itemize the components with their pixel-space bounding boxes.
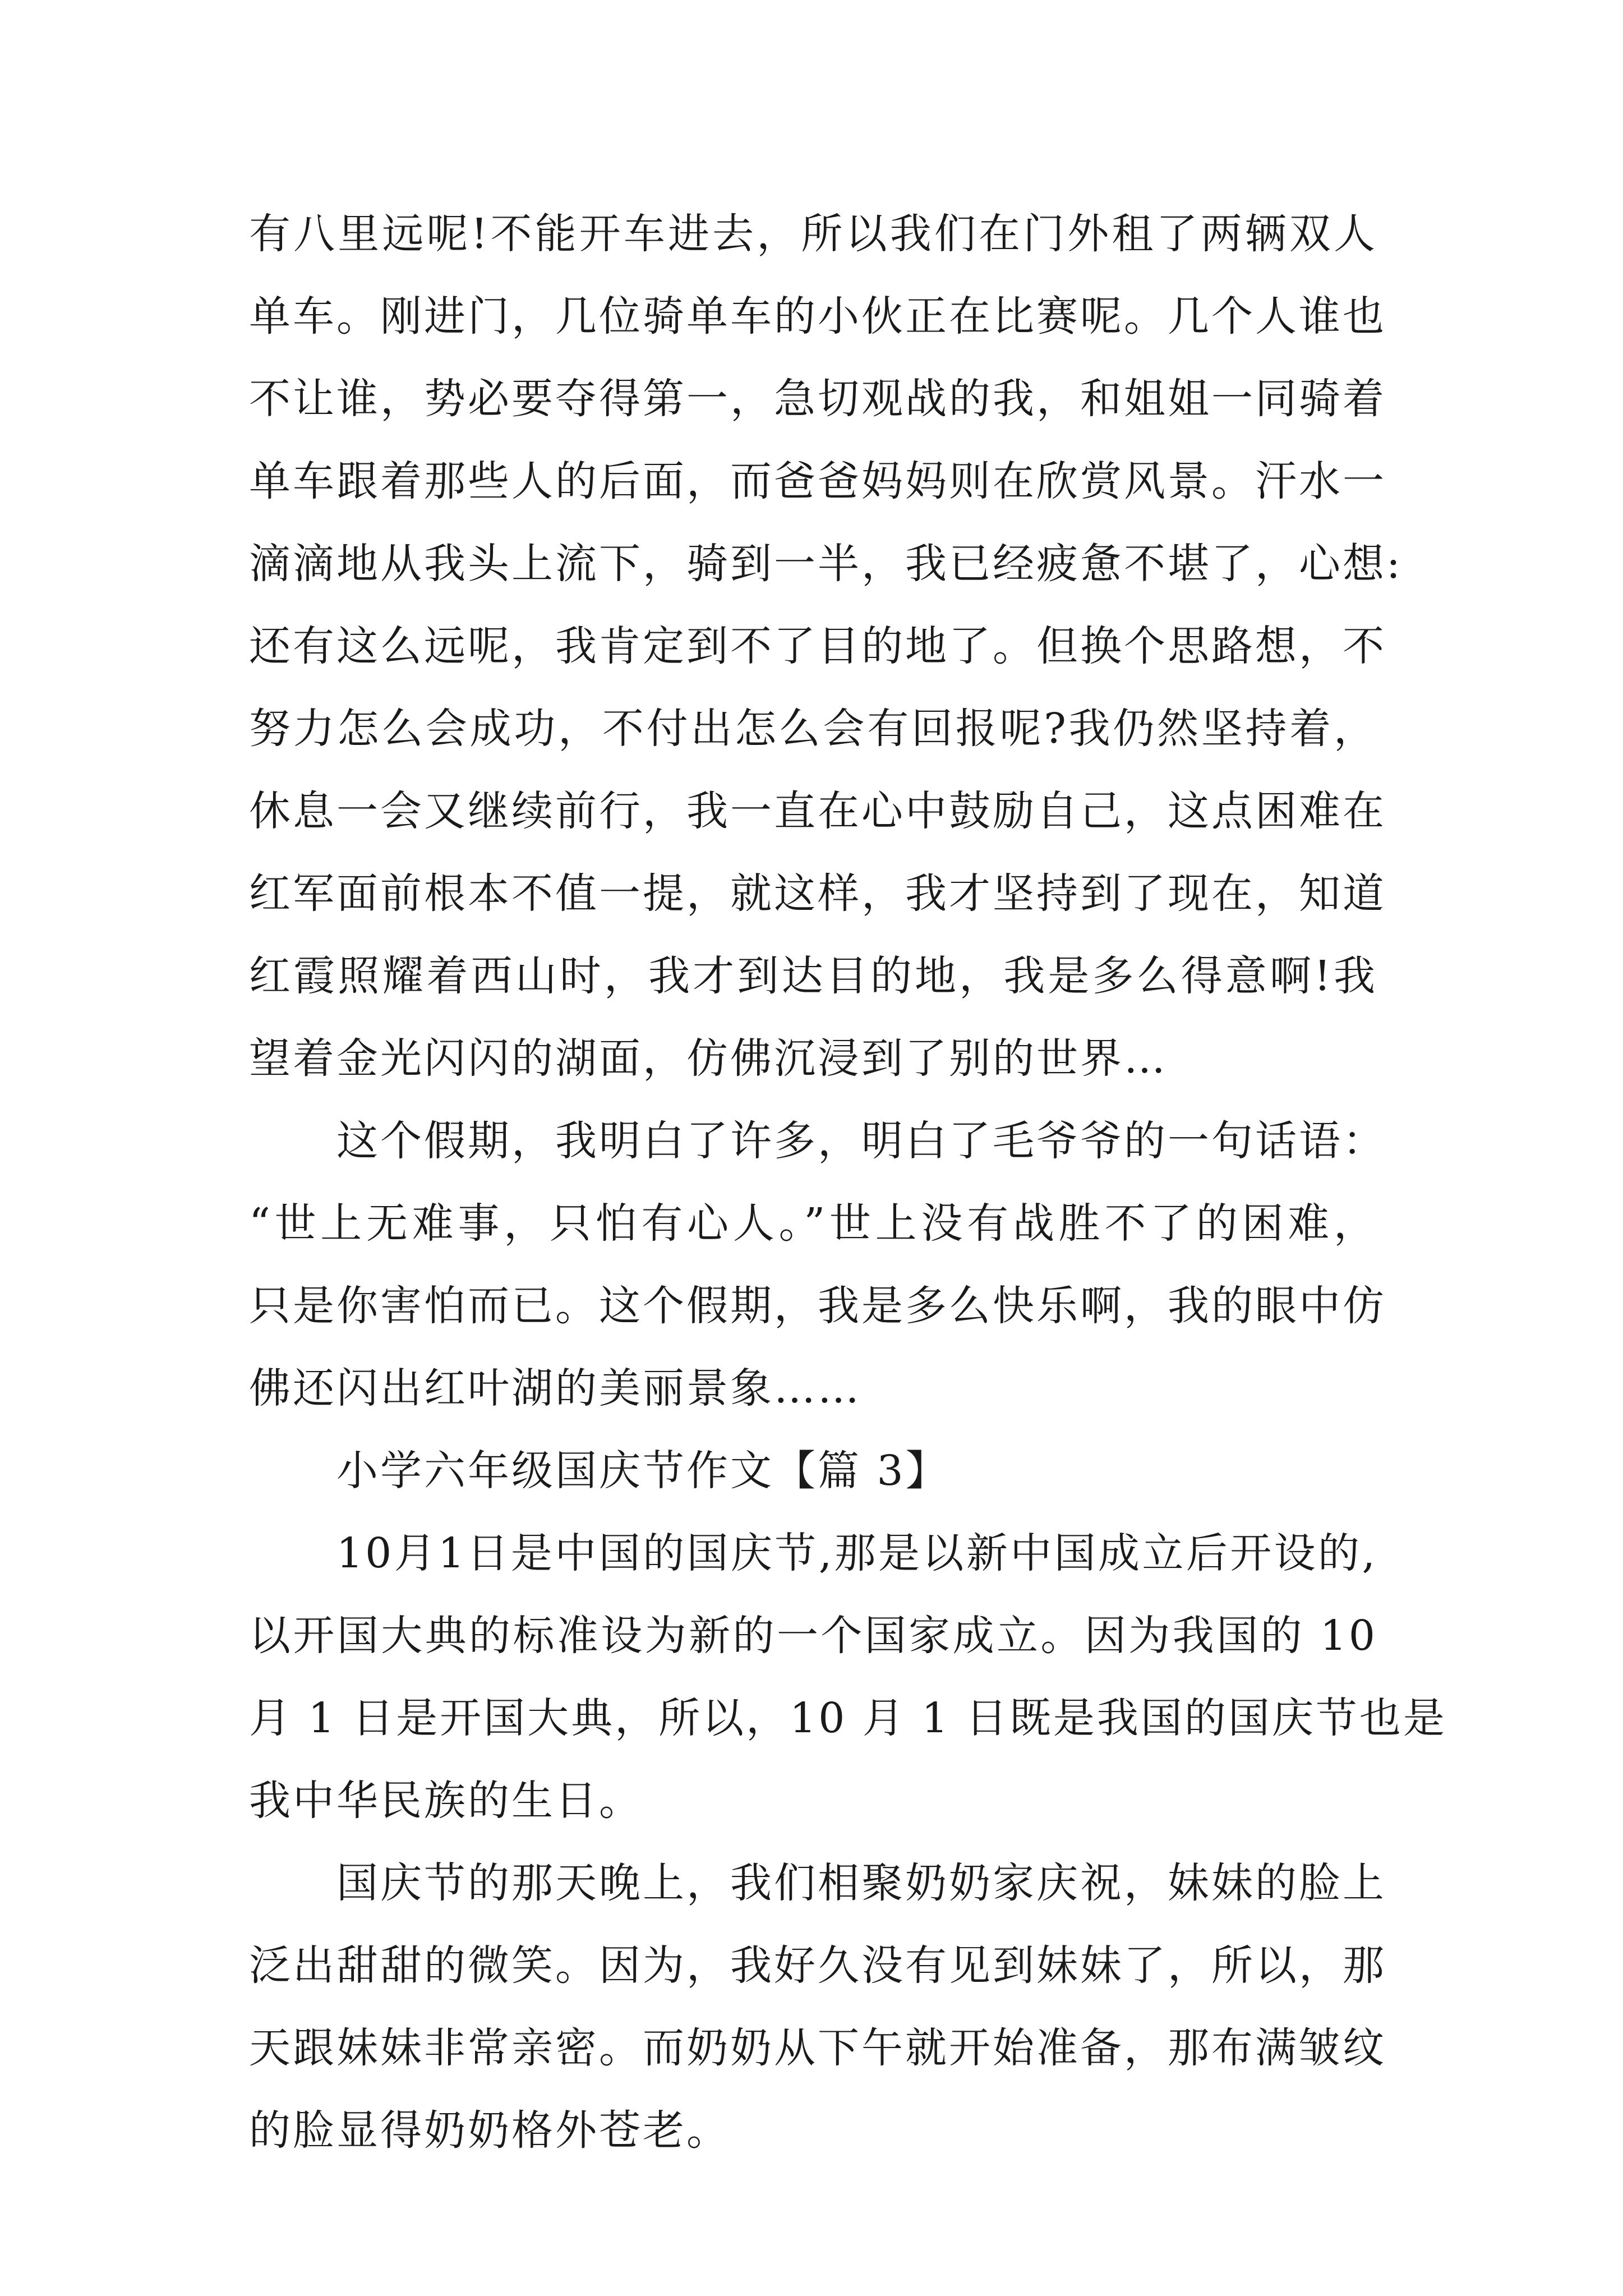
text-line: 努力怎么会成功，不付出怎么会有回报呢?我仍然坚持着， — [249, 705, 1377, 753]
text-line: 的脸显得奶奶格外苍老。 — [249, 2106, 730, 2155]
text-line: 天跟妹妹非常亲密。而奶奶从下午就开始准备，那布满皱纹 — [249, 2024, 1386, 2072]
text-line: 不让谁，势必要夺得第一，急切观战的我，和姐姐一同骑着 — [249, 375, 1386, 423]
text-line: 还有这么远呢，我肯定到不了目的地了。但换个思路想，不 — [249, 622, 1386, 670]
paragraph-first-line: 国庆节的那天晚上，我们相聚奶奶家庆祝，妹妹的脸上 — [336, 1859, 1386, 1907]
text-line: 休息一会又继续前行，我一直在心中鼓励自己，这点困难在 — [249, 787, 1386, 835]
text-line: 单车。刚进门，几位骑单车的小伙正在比赛呢。几个人谁也 — [249, 292, 1386, 341]
paragraph-first-line: 10月1日是中国的国庆节,那是以新中国成立后开设的, — [336, 1529, 1377, 1577]
text-line: 红霞照耀着西山时，我才到达目的地，我是多么得意啊!我 — [249, 952, 1377, 1000]
text-line: 单车跟着那些人的后面，而爸爸妈妈则在欣赏风景。汗水一 — [249, 457, 1386, 505]
text-line: 只是你害怕而已。这个假期，我是多么快乐啊，我的眼中仿 — [249, 1282, 1386, 1330]
text-line: 滴滴地从我头上流下，骑到一半，我已经疲惫不堪了，心想: — [249, 540, 1403, 588]
section-heading: 小学六年级国庆节作文【篇 3】 — [336, 1447, 949, 1495]
text-line: 以开国大典的标准设为新的一个国家成立。因为我国的 10 — [249, 1612, 1377, 1660]
text-line: 有八里远呢!不能开车进去，所以我们在门外租了两辆双人 — [249, 210, 1377, 258]
text-line: 望着金光闪闪的湖面，仿佛沉浸到了别的世界… — [249, 1034, 1168, 1083]
text-line: 我中华民族的生日。 — [249, 1777, 643, 1825]
text-line: 红军面前根本不值一提，就这样，我才坚持到了现在，知道 — [249, 869, 1386, 918]
text-line: 月 1 日是开国大典，所以，10 月 1 日既是我国的国庆节也是 — [249, 1694, 1447, 1742]
text-line: “世上无难事，只怕有心人。”世上没有战胜不了的困难， — [249, 1199, 1377, 1248]
text-line: 泛出甜甜的微笑。因为，我好久没有见到妹妹了，所以，那 — [249, 1941, 1386, 1990]
text-line: 佛还闪出红叶湖的美丽景象…… — [249, 1364, 861, 1412]
paragraph-first-line: 这个假期，我明白了许多，明白了毛爷爷的一句话语： — [336, 1117, 1386, 1165]
